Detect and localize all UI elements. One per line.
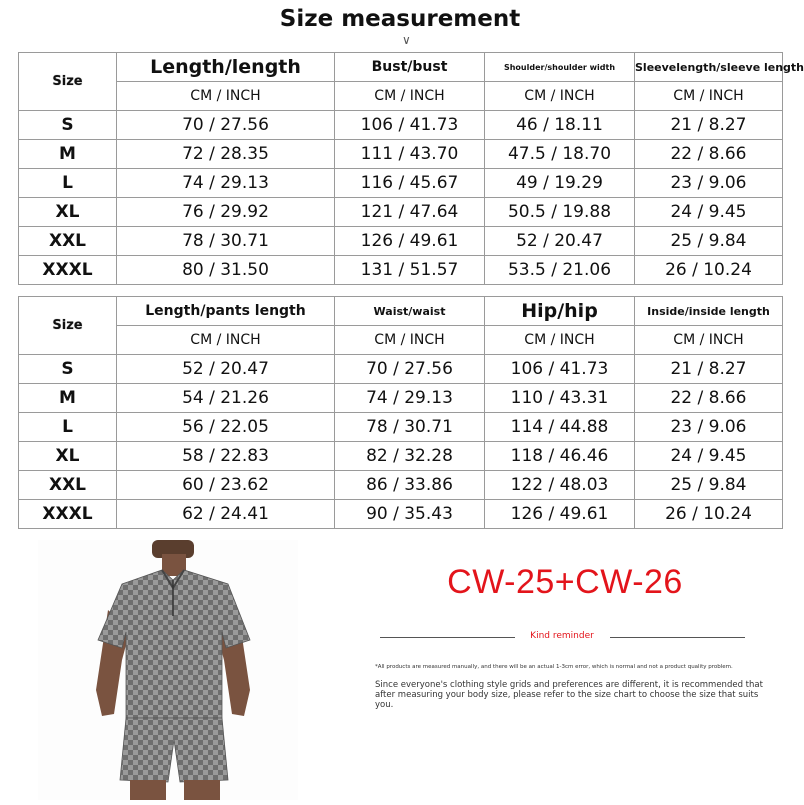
measurement-cell: 122 / 48.03 bbox=[485, 471, 635, 500]
unit-label: CM / INCH bbox=[117, 326, 335, 355]
measurement-cell: 52 / 20.47 bbox=[485, 227, 635, 256]
measurement-cell: 58 / 22.83 bbox=[117, 442, 335, 471]
unit-label: CM / INCH bbox=[335, 82, 485, 111]
measurement-cell: 114 / 44.88 bbox=[485, 413, 635, 442]
table-row bbox=[19, 198, 783, 227]
measurement-cell: 22 / 8.66 bbox=[635, 140, 783, 169]
table-row bbox=[19, 471, 783, 500]
measurement-cell: 86 / 33.86 bbox=[335, 471, 485, 500]
measurement-cell: 52 / 20.47 bbox=[117, 355, 335, 384]
measurement-cell: 47.5 / 18.70 bbox=[485, 140, 635, 169]
tops-data-rows bbox=[19, 111, 783, 285]
column-header-inside-length: Inside/inside length bbox=[635, 297, 783, 326]
measurement-cell: 23 / 9.06 bbox=[635, 169, 783, 198]
measurement-cell: 126 / 49.61 bbox=[335, 227, 485, 256]
measurement-cell: 23 / 9.06 bbox=[635, 413, 783, 442]
measurement-cell: 80 / 31.50 bbox=[117, 256, 335, 285]
measurement-cell: 116 / 45.67 bbox=[335, 169, 485, 198]
measurement-cell: 46 / 18.11 bbox=[485, 111, 635, 140]
size-label: M bbox=[19, 384, 117, 413]
unit-row bbox=[19, 326, 783, 355]
unit-label: CM / INCH bbox=[635, 326, 783, 355]
column-header-hip: Hip/hip bbox=[485, 297, 635, 326]
unit-label: CM / INCH bbox=[485, 326, 635, 355]
measurement-cell: 50.5 / 19.88 bbox=[485, 198, 635, 227]
measurement-cell: 56 / 22.05 bbox=[117, 413, 335, 442]
size-label: XXL bbox=[19, 471, 117, 500]
pants-data-rows bbox=[19, 355, 783, 529]
divider-left bbox=[380, 637, 515, 638]
table-row bbox=[19, 355, 783, 384]
pants-size-table bbox=[18, 296, 783, 529]
column-header-pants-length: Length/pants length bbox=[117, 297, 335, 326]
model-illustration bbox=[38, 540, 298, 800]
measurement-cell: 49 / 19.29 bbox=[485, 169, 635, 198]
reminder-title: Kind reminder bbox=[530, 631, 594, 641]
measurement-cell: 118 / 46.46 bbox=[485, 442, 635, 471]
divider-right bbox=[610, 637, 745, 638]
measurement-note: *All products are measured manually, and there will be an actual 1-3cm error, which is normal and not a product quality problem. bbox=[375, 664, 733, 670]
tops-size-table bbox=[18, 52, 804, 285]
product-code: CW-25+CW-26 bbox=[447, 563, 683, 601]
measurement-cell: 26 / 10.24 bbox=[635, 500, 783, 529]
measurement-cell: 24 / 9.45 bbox=[635, 198, 783, 227]
table-row bbox=[19, 413, 783, 442]
table-row bbox=[19, 442, 783, 471]
measurement-cell: 70 / 27.56 bbox=[117, 111, 335, 140]
measurement-cell: 126 / 49.61 bbox=[485, 500, 635, 529]
size-column-header: Size bbox=[19, 53, 117, 111]
measurement-cell: 54 / 21.26 bbox=[117, 384, 335, 413]
column-header-sleeve: Sleevelength/sleeve length bbox=[635, 53, 783, 82]
table-row bbox=[19, 227, 783, 256]
measurement-cell: 21 / 8.27 bbox=[635, 355, 783, 384]
column-header-waist: Waist/waist bbox=[335, 297, 485, 326]
measurement-cell: 106 / 41.73 bbox=[335, 111, 485, 140]
size-advice-note: Since everyone's clothing style grids and preferences are different, it is recommended that after measuring your body size, please refer to the size chart to choose the size that suits you. bbox=[375, 680, 763, 710]
measurement-cell: 78 / 30.71 bbox=[117, 227, 335, 256]
measurement-cell: 110 / 43.31 bbox=[485, 384, 635, 413]
measurement-cell: 74 / 29.13 bbox=[117, 169, 335, 198]
column-header-length: Length/length bbox=[117, 53, 335, 82]
size-label: XXXL bbox=[19, 500, 117, 529]
size-label: XL bbox=[19, 198, 117, 227]
measurement-cell: 78 / 30.71 bbox=[335, 413, 485, 442]
measurement-cell: 26 / 10.24 bbox=[635, 256, 783, 285]
table-row bbox=[19, 169, 783, 198]
unit-row bbox=[19, 82, 783, 111]
measurement-cell: 111 / 43.70 bbox=[335, 140, 485, 169]
measurement-cell: 25 / 9.84 bbox=[635, 471, 783, 500]
product-photo bbox=[38, 540, 298, 800]
measurement-cell: 121 / 47.64 bbox=[335, 198, 485, 227]
measurement-cell: 60 / 23.62 bbox=[117, 471, 335, 500]
size-label: XL bbox=[19, 442, 117, 471]
measurement-cell: 21 / 8.27 bbox=[635, 111, 783, 140]
table-row bbox=[19, 256, 783, 285]
measurement-cell: 25 / 9.84 bbox=[635, 227, 783, 256]
measurement-cell: 24 / 9.45 bbox=[635, 442, 783, 471]
measurement-cell: 72 / 28.35 bbox=[117, 140, 335, 169]
unit-label: CM / INCH bbox=[117, 82, 335, 111]
unit-label: CM / INCH bbox=[635, 82, 783, 111]
table-row bbox=[19, 500, 783, 529]
size-label: S bbox=[19, 355, 117, 384]
size-label: L bbox=[19, 169, 117, 198]
measurement-cell: 131 / 51.57 bbox=[335, 256, 485, 285]
table-row bbox=[19, 384, 783, 413]
measurement-cell: 106 / 41.73 bbox=[485, 355, 635, 384]
size-label: XXXL bbox=[19, 256, 117, 285]
measurement-cell: 82 / 32.28 bbox=[335, 442, 485, 471]
measurement-cell: 90 / 35.43 bbox=[335, 500, 485, 529]
size-label: XXL bbox=[19, 227, 117, 256]
size-column-header: Size bbox=[19, 297, 117, 355]
measurement-cell: 76 / 29.92 bbox=[117, 198, 335, 227]
size-label: M bbox=[19, 140, 117, 169]
column-header-shoulder: Shoulder/shoulder width bbox=[485, 53, 635, 82]
table-row bbox=[19, 111, 783, 140]
unit-label: CM / INCH bbox=[335, 326, 485, 355]
column-header-bust: Bust/bust bbox=[335, 53, 485, 82]
header-row bbox=[19, 53, 783, 82]
measurement-cell: 74 / 29.13 bbox=[335, 384, 485, 413]
measurement-cell: 22 / 8.66 bbox=[635, 384, 783, 413]
measurement-cell: 70 / 27.56 bbox=[335, 355, 485, 384]
size-label: S bbox=[19, 111, 117, 140]
chevron-down-icon: ∨ bbox=[402, 33, 411, 47]
size-label: L bbox=[19, 413, 117, 442]
header-row bbox=[19, 297, 783, 326]
page-title: Size measurement bbox=[279, 6, 521, 32]
table-row bbox=[19, 140, 783, 169]
measurement-cell: 53.5 / 21.06 bbox=[485, 256, 635, 285]
measurement-cell: 62 / 24.41 bbox=[117, 500, 335, 529]
unit-label: CM / INCH bbox=[485, 82, 635, 111]
